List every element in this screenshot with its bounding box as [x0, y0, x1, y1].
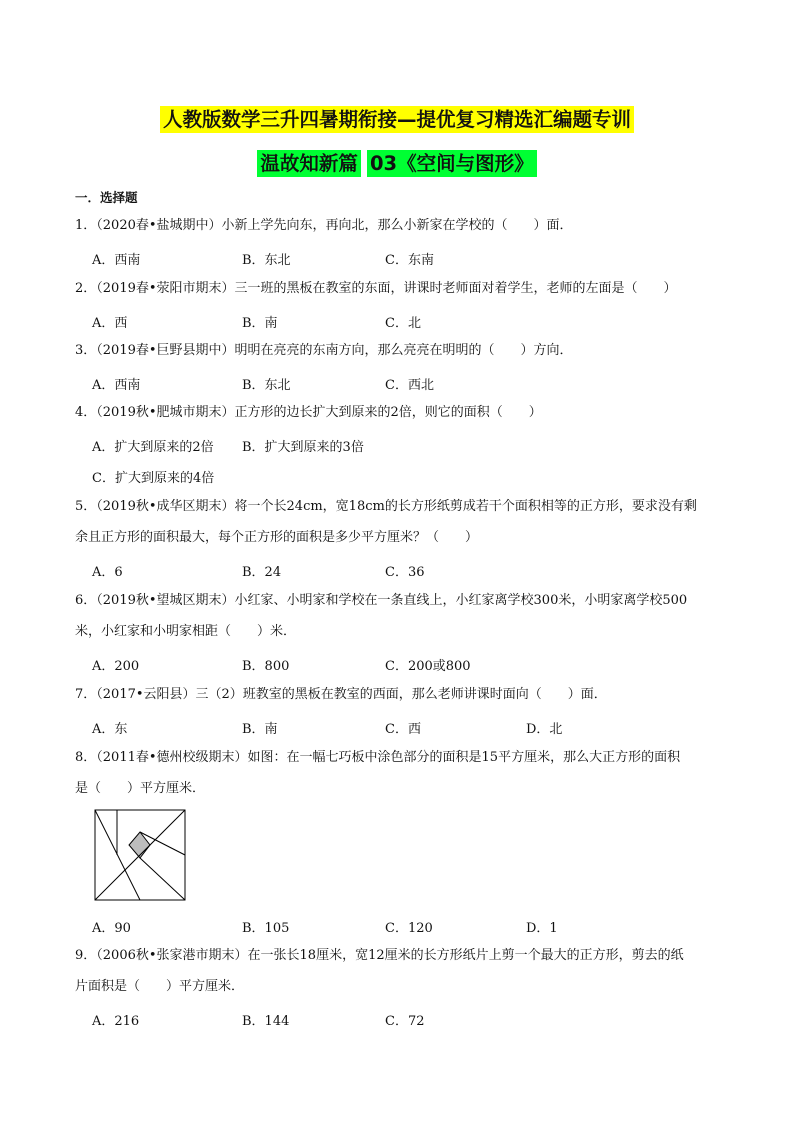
tangram-figure — [94, 809, 186, 901]
option-a: A．西南 — [92, 378, 141, 393]
option-c: C．72 — [385, 1014, 425, 1029]
option-c: C．200或800 — [385, 659, 471, 674]
option-a: A．东 — [92, 722, 128, 737]
option-b: B．105 — [242, 921, 290, 936]
option-d: D．1 — [526, 921, 558, 936]
option-c: C．北 — [385, 316, 421, 331]
option-b: B．南 — [242, 722, 278, 737]
option-c: C．120 — [385, 921, 433, 936]
subtitle-part-1: 温故知新篇 — [257, 150, 361, 177]
page-subtitle — [0, 148, 794, 176]
title-line-1: 人教版数学三升四暑期衔接—提优复习精选汇编题专训 — [160, 106, 634, 133]
option-a: A．西南 — [92, 253, 141, 268]
question-9-stem-line2: 片面积是（ ）平方厘米． — [75, 979, 245, 994]
option-a: A．200 — [92, 659, 140, 674]
option-c: C．36 — [385, 565, 425, 580]
question-9-stem: 9．（2006秋•张家港市期末）在一张长18厘米，宽12厘米的长方形纸片上剪一个最大的正方形，剪去的纸 — [75, 948, 684, 963]
page-title — [0, 104, 794, 132]
option-b: B．东北 — [242, 378, 291, 393]
option-a: A．90 — [92, 921, 131, 936]
option-b: B．800 — [242, 659, 290, 674]
option-b: B．24 — [242, 565, 282, 580]
question-7-stem: 7．（2017•云阳县）三（2）班教室的黑板在教室的西面，那么老师讲课时面向（ ）面． — [75, 687, 607, 702]
option-a: A．扩大到原来的2倍 — [92, 440, 214, 455]
section-heading: 一．选择题 — [75, 190, 138, 205]
option-a: A．6 — [92, 565, 123, 580]
question-4-stem: 4．（2019秋•肥城市期末）正方形的边长扩大到原来的2倍，则它的面积（ ） — [75, 405, 542, 420]
question-2-stem: 2．（2019春•荥阳市期末）三一班的黑板在教室的东面，讲课时老师面对着学生，老师的左面是（ ） — [75, 281, 677, 296]
question-6-stem: 6．（2019秋•望城区期末）小红家、小明家和学校在一条直线上，小红家离学校300米，小明家离学校500 — [75, 593, 688, 608]
question-1-stem: 1．（2020春•盐城期中）小新上学先向东，再向北，那么小新家在学校的（ ）面． — [75, 218, 573, 233]
option-c: C．西北 — [385, 378, 434, 393]
option-b: B．144 — [242, 1014, 290, 1029]
subtitle-part-2: 03《空间与图形》 — [367, 150, 537, 177]
question-6-stem-line2: 米，小红家和小明家相距（ ）米． — [75, 624, 297, 639]
option-c: C．扩大到原来的4倍 — [92, 471, 215, 486]
option-a: A．西 — [92, 316, 128, 331]
option-c: C．东南 — [385, 253, 434, 268]
option-b: B．东北 — [242, 253, 291, 268]
option-b: B．扩大到原来的3倍 — [242, 440, 364, 455]
question-3-stem: 3．（2019春•巨野县期中）明明在亮亮的东南方向，那么亮亮在明明的（ ）方向． — [75, 343, 573, 358]
option-a: A．216 — [92, 1014, 140, 1029]
option-b: B．南 — [242, 316, 278, 331]
question-8-stem-line2: 是（ ）平方厘米． — [75, 781, 206, 796]
option-d: D．北 — [526, 722, 563, 737]
option-c: C．西 — [385, 722, 421, 737]
question-8-stem: 8．（2011春•德州校级期末）如图：在一幅七巧板中涂色部分的面积是15平方厘米，那么大正方形的面积 — [75, 750, 681, 765]
question-5-stem: 5．（2019秋•成华区期末）将一个长24cm，宽18cm的长方形纸剪成若干个面积相等的正方形，要求没有剩 — [75, 499, 697, 514]
question-5-stem-line2: 余且正方形的面积最大，每个正方形的面积是多少平方厘米？（ ） — [75, 530, 479, 545]
